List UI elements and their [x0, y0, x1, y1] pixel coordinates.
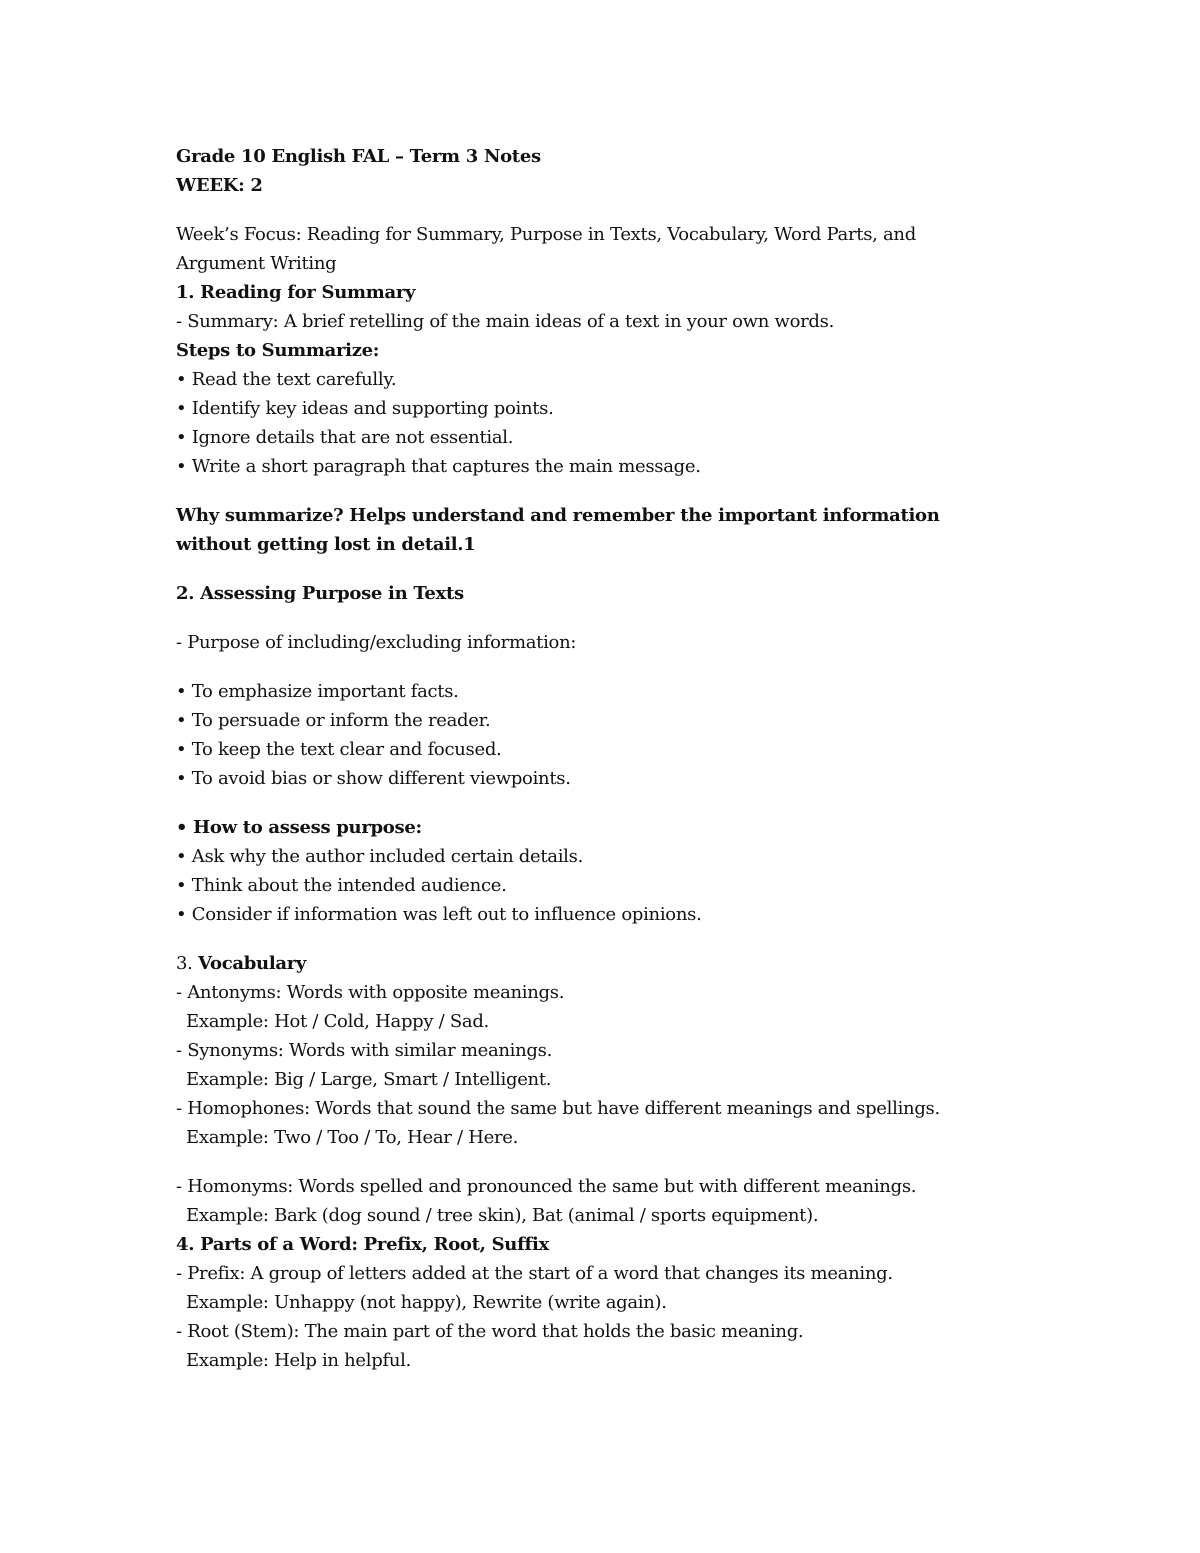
steps-heading: Steps to Summarize:	[176, 340, 380, 361]
assess-heading: • How to assess purpose:	[176, 817, 422, 838]
synonyms-definition: - Synonyms: Words with similar meanings.	[176, 1040, 553, 1061]
vocabulary-heading-text: Vocabulary	[198, 953, 307, 974]
homophones-definition: - Homophones: Words that sound the same but have different meanings and spellings.	[176, 1098, 940, 1119]
focus-line: Week’s Focus: Reading for Summary, Purpose in Texts, Vocabulary, Word Parts, and	[176, 224, 916, 245]
list-item: • Write a short paragraph that captures the main message.	[176, 456, 701, 477]
list-item: • Ignore details that are not essential.	[176, 427, 514, 448]
spacer	[176, 657, 1016, 677]
root-example: Example: Help in helpful.	[186, 1350, 411, 1371]
summary-heading: 1. Reading for Summary	[176, 282, 416, 303]
why-summarize: Why summarize? Helps understand and remember the important information	[176, 505, 940, 526]
why-summarize: without getting lost in detail.1	[176, 534, 476, 555]
spacer	[176, 929, 1016, 949]
spacer	[176, 608, 1016, 628]
spacer	[176, 793, 1016, 813]
homonyms-definition: - Homonyms: Words spelled and pronounced the same but with different meanings.	[176, 1176, 917, 1197]
document-title: Grade 10 English FAL – Term 3 Notes	[176, 146, 541, 167]
spacer	[176, 200, 1016, 220]
homonyms-example: Example: Bark (dog sound / tree skin), Bat (animal / sports equipment).	[186, 1205, 819, 1226]
spacer	[176, 1152, 1016, 1172]
list-item: • Ask why the author included certain details.	[176, 846, 583, 867]
list-item: • To emphasize important facts.	[176, 681, 459, 702]
week-label: WEEK: 2	[176, 175, 263, 196]
antonyms-definition: - Antonyms: Words with opposite meanings.	[176, 982, 565, 1003]
vocabulary-heading	[176, 949, 1016, 978]
list-item: • Think about the intended audience.	[176, 875, 507, 896]
list-item: • Read the text carefully.	[176, 369, 397, 390]
prefix-definition: - Prefix: A group of letters added at the start of a word that changes its meaning.	[176, 1263, 893, 1284]
antonyms-example: Example: Hot / Cold, Happy / Sad.	[186, 1011, 489, 1032]
list-item: • To keep the text clear and focused.	[176, 739, 502, 760]
list-item: • To avoid bias or show different viewpoints.	[176, 768, 571, 789]
purpose-heading: 2. Assessing Purpose in Texts	[176, 583, 464, 604]
word-parts-heading: 4. Parts of a Word: Prefix, Root, Suffix	[176, 1234, 549, 1255]
summary-definition: - Summary: A brief retelling of the main ideas of a text in your own words.	[176, 311, 835, 332]
list-item: • To persuade or inform the reader.	[176, 710, 491, 731]
prefix-example: Example: Unhappy (not happy), Rewrite (write again).	[186, 1292, 667, 1313]
list-item: • Consider if information was left out to influence opinions.	[176, 904, 702, 925]
document-body	[176, 142, 1016, 1375]
synonyms-example: Example: Big / Large, Smart / Intelligent.	[186, 1069, 552, 1090]
root-definition: - Root (Stem): The main part of the word that holds the basic meaning.	[176, 1321, 804, 1342]
list-item: • Identify key ideas and supporting points.	[176, 398, 554, 419]
spacer	[176, 481, 1016, 501]
spacer	[176, 559, 1016, 579]
vocabulary-heading-number: 3.	[176, 953, 193, 974]
homophones-example: Example: Two / Too / To, Hear / Here.	[186, 1127, 519, 1148]
focus-line: Argument Writing	[176, 253, 337, 274]
purpose-intro: - Purpose of including/excluding information:	[176, 632, 577, 653]
